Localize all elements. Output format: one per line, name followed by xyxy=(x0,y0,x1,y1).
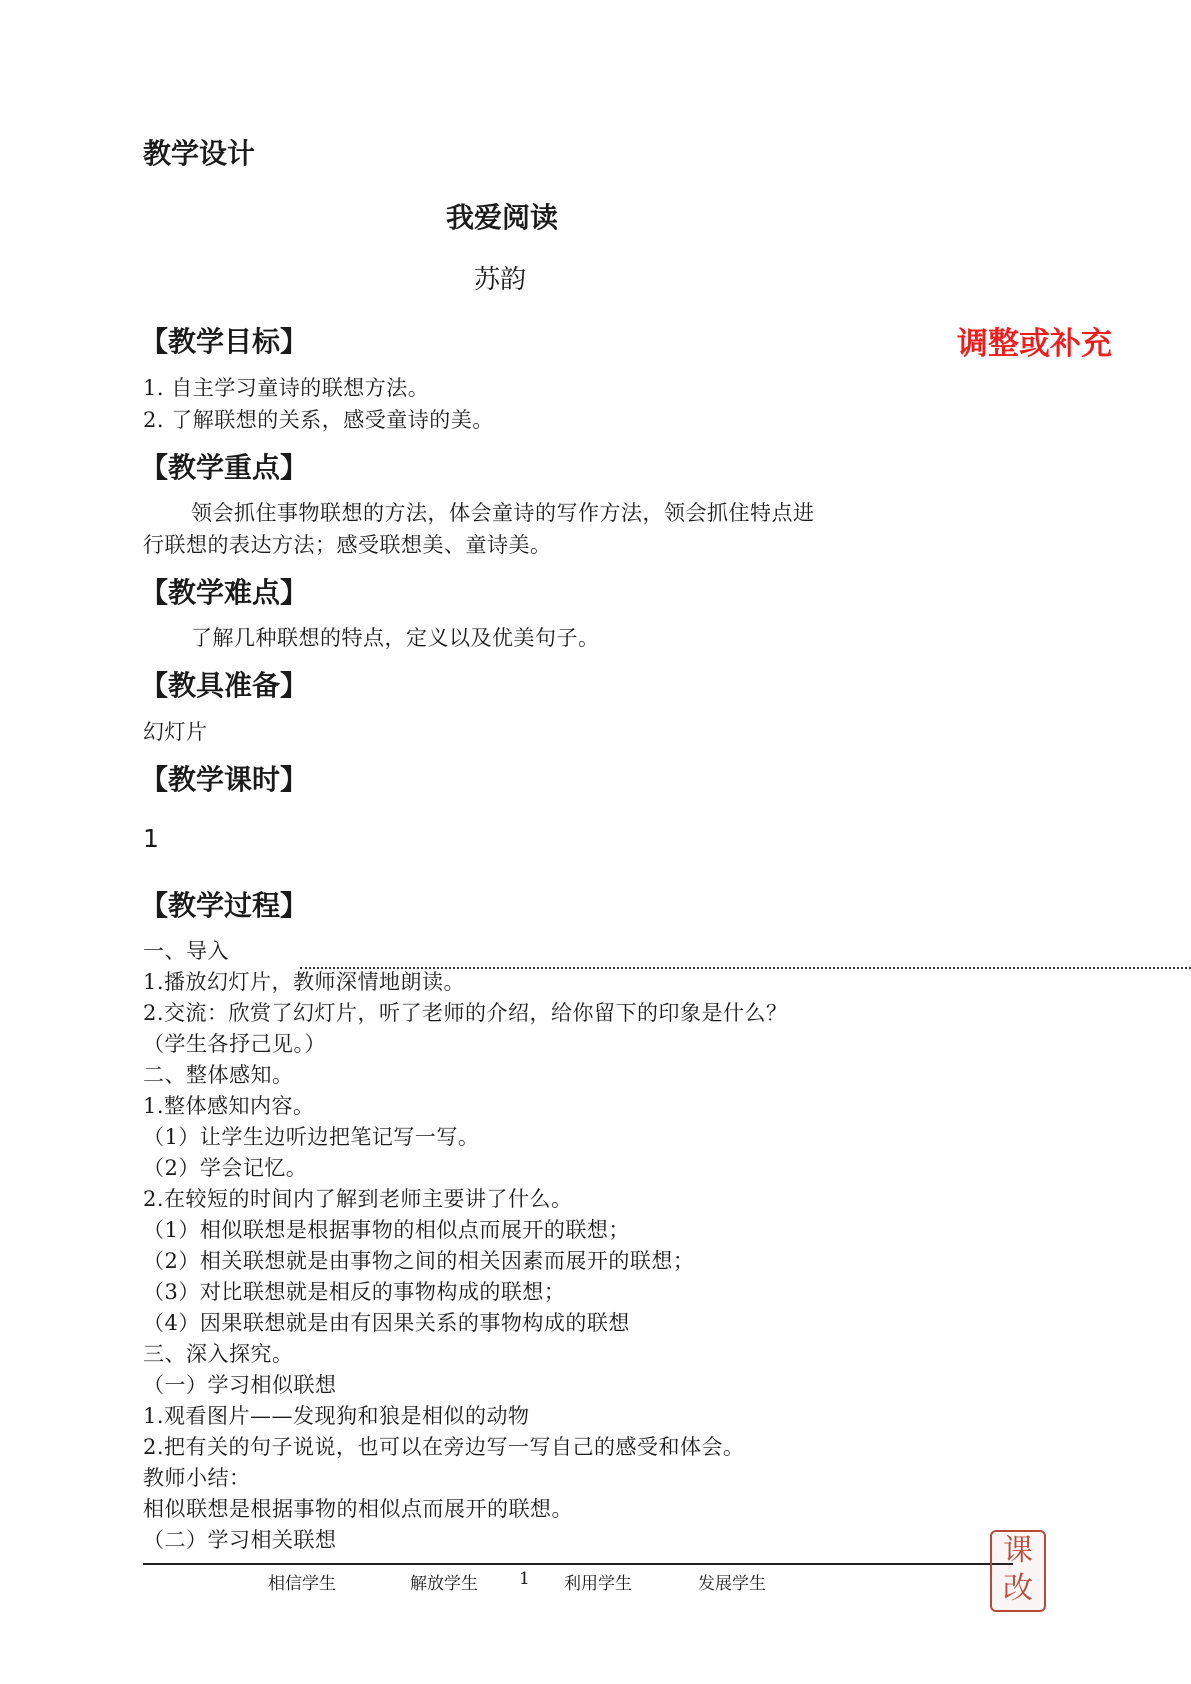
process-line: （二）学习相关联想 xyxy=(143,1528,337,1552)
process-line: 一、导入 xyxy=(143,939,229,963)
heading-process: 【教学过程】 xyxy=(140,889,309,922)
key-points-line-1: 领会抓住事物联想的方法，体会童诗的写作方法，领会抓住特点进 xyxy=(191,501,815,525)
process-line: 2.把有关的句子说说，也可以在旁边写一写自己的感受和体会。 xyxy=(143,1435,745,1459)
heading-hours: 【教学课时】 xyxy=(140,763,309,796)
process-line: （1）让学生边听边把笔记写一写。 xyxy=(143,1125,480,1149)
process-line: （3）对比联想就是相反的事物构成的联想； xyxy=(143,1280,566,1304)
lesson-title: 我爱阅读 xyxy=(446,201,559,234)
heading-objectives: 【教学目标】 xyxy=(140,325,309,358)
seal-stamp-icon xyxy=(990,1530,1046,1612)
seal-char-1: 课 xyxy=(1003,1533,1033,1568)
process-line: 1.观看图片——发现狗和狼是相似的动物 xyxy=(143,1404,530,1428)
process-line: （2）学会记忆。 xyxy=(143,1156,308,1180)
process-line: 1.整体感知内容。 xyxy=(143,1094,315,1118)
heading-difficulties: 【教学难点】 xyxy=(140,576,309,609)
process-line: 教师小结： xyxy=(143,1466,251,1490)
footer-rule xyxy=(143,1563,1013,1565)
process-line: 2.交流：欣赏了幻灯片，听了老师的介绍，给你留下的印象是什么？ xyxy=(143,1001,788,1025)
process-line: 三、深入探究。 xyxy=(143,1342,294,1366)
footer-slogan-1: 相信学生 xyxy=(268,1574,336,1594)
objective-item-2: 2. 了解联想的关系，感受童诗的美。 xyxy=(143,408,494,432)
footer-slogan-3: 利用学生 xyxy=(564,1574,632,1594)
difficulties-text: 了解几种联想的特点，定义以及优美句子。 xyxy=(191,626,600,650)
process-line: （1）相似联想是根据事物的相似点而展开的联想； xyxy=(143,1218,630,1242)
objective-item-1: 1. 自主学习童诗的联想方法。 xyxy=(143,376,430,400)
hours-value: 1 xyxy=(143,824,159,853)
author-name: 苏韵 xyxy=(474,265,527,295)
materials-text: 幻灯片 xyxy=(143,720,208,744)
process-line: 相似联想是根据事物的相似点而展开的联想。 xyxy=(143,1497,573,1521)
process-line: 1.播放幻灯片，教师深情地朗读。 xyxy=(143,970,466,994)
process-line: （学生各抒己见。） xyxy=(143,1032,326,1056)
heading-key-points: 【教学重点】 xyxy=(140,451,309,484)
process-line: （2）相关联想就是由事物之间的相关因素而展开的联想； xyxy=(143,1249,695,1273)
adjust-note: 调整或补充 xyxy=(957,326,1112,362)
footer-slogan-2: 解放学生 xyxy=(410,1574,478,1594)
document-type-label: 教学设计 xyxy=(143,137,256,170)
footer-slogan-4: 发展学生 xyxy=(698,1574,766,1594)
process-line: 二、整体感知。 xyxy=(143,1063,294,1087)
process-line: 2.在较短的时间内了解到老师主要讲了什么。 xyxy=(143,1187,573,1211)
seal-char-2: 改 xyxy=(1003,1571,1033,1606)
heading-materials: 【教具准备】 xyxy=(140,669,309,702)
page-number: 1 xyxy=(519,1569,530,1589)
process-line: （4）因果联想就是由有因果关系的事物构成的联想 xyxy=(143,1311,630,1335)
process-line: （一）学习相似联想 xyxy=(143,1373,337,1397)
key-points-line-2: 行联想的表达方法；感受联想美、童诗美。 xyxy=(143,533,552,557)
